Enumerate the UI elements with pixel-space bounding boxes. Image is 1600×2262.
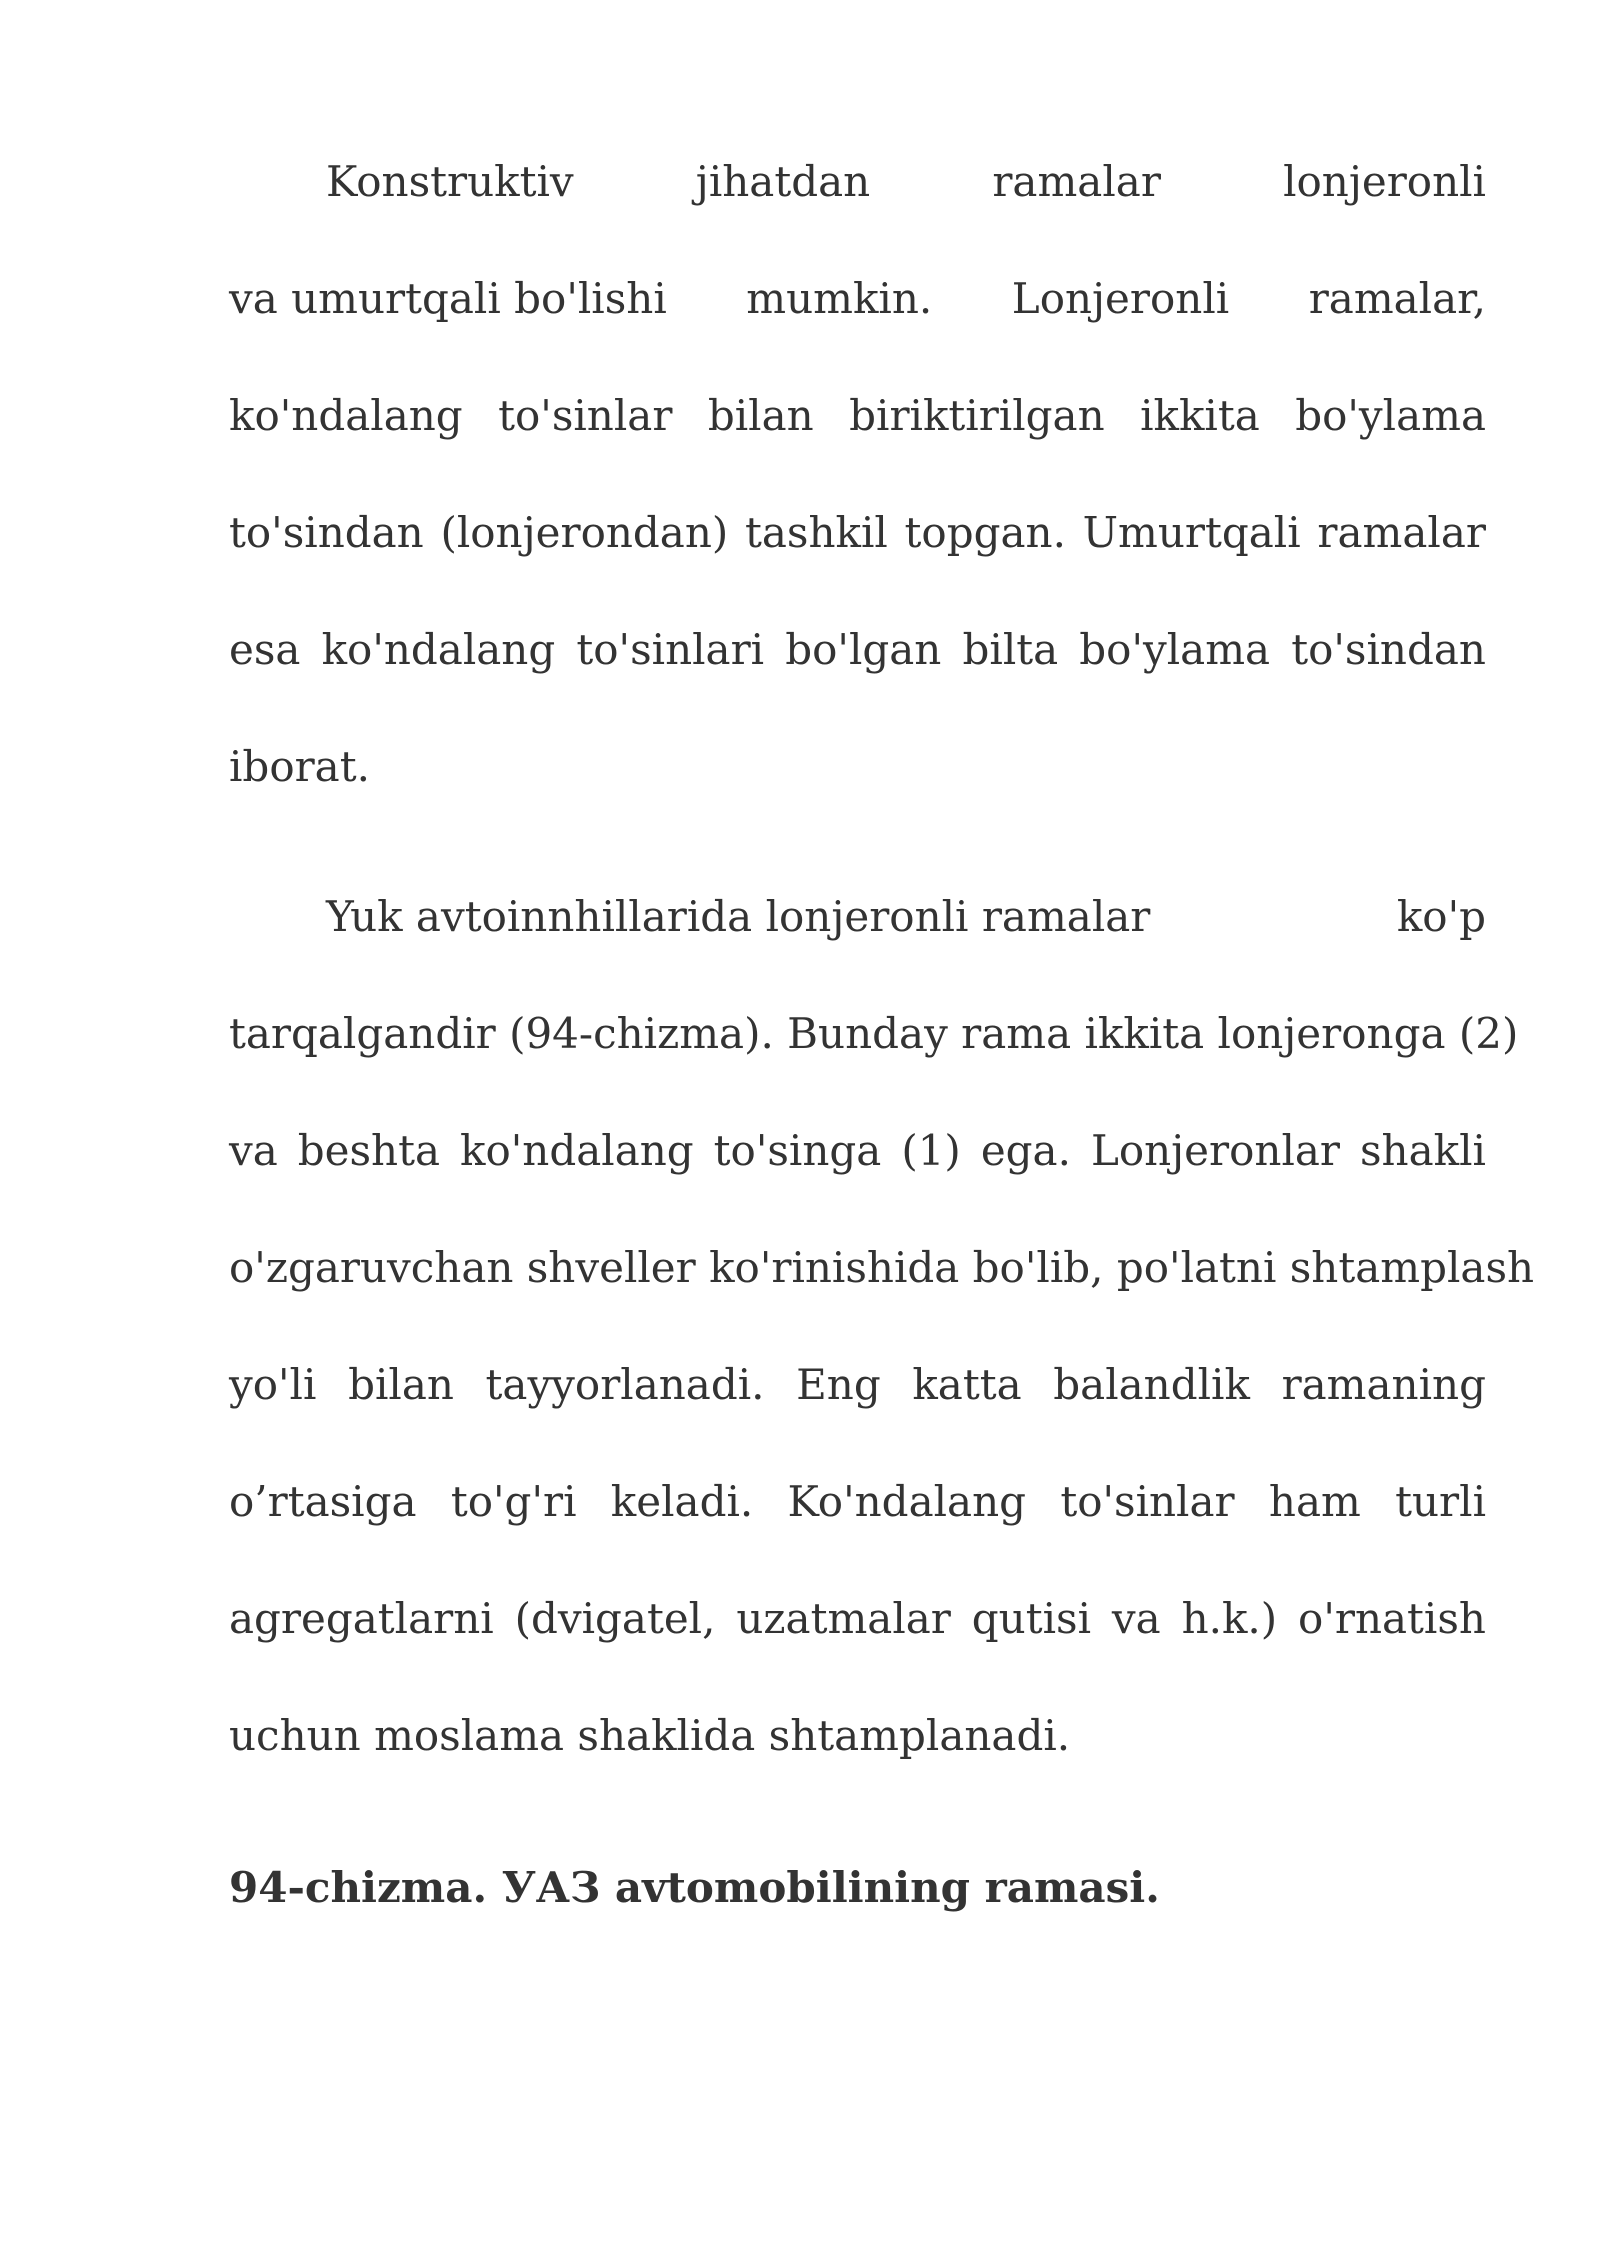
word: yo'li [229,1360,317,1409]
word: to'sinlar [498,391,673,440]
word: esa [229,625,301,674]
word: iborat. [229,742,370,791]
word: biriktirilgan [849,391,1105,440]
word: Umurtqali [1082,508,1301,557]
paragraph-line [229,269,1486,329]
word: o'rnatish [1298,1594,1486,1643]
word: Eng [796,1360,881,1409]
word: turli [1395,1477,1486,1526]
word: mumkin. [746,274,933,323]
paragraph-line [229,152,1486,212]
paragraph-line [229,1355,1486,1415]
word: Lonjeronlar [1090,1126,1341,1175]
word: uchun moslama shaklida shtamplanadi. [229,1711,1071,1760]
word: ramaning [1281,1360,1486,1409]
word: bo'lgan [785,625,942,674]
word: o’rtasiga [229,1477,417,1526]
word: ko'ndalang [229,391,463,440]
word: ko'p [1396,892,1486,941]
paragraph-line [229,737,1486,797]
word: ramalar [992,157,1161,206]
word: ham [1268,1477,1361,1526]
word: ramalar [1317,508,1486,557]
paragraph-line [229,503,1486,563]
word: qutisi [971,1594,1091,1643]
word: lonjeronli [1283,157,1486,206]
word: uzatmalar [736,1594,951,1643]
figure-caption: 94-chizma. УАЗ avtomobilining ramasi. [229,1863,1160,1912]
word: to'sinlari [576,625,765,674]
word: ko'ndalang [460,1126,694,1175]
word: to'g'ri [450,1477,577,1526]
word: beshta [297,1126,441,1175]
paragraph-line [229,1472,1486,1532]
paragraph-line [229,1004,1519,1064]
word: bilan [707,391,814,440]
word: bo'ylama [1079,625,1271,674]
paragraph-line [229,887,1486,947]
word: Yuk avtoinnhillarida lonjeronli ramalar [326,892,1151,941]
paragraph-line [229,1589,1486,1649]
word: o'zgaruvchan shveller ko'rinishida bo'lib, po'latni shtamplash [229,1243,1535,1292]
word: bilta [962,625,1059,674]
word: (lonjerondan) [440,508,729,557]
word: va [1111,1594,1161,1643]
paragraph-line [229,1121,1486,1181]
word: Konstruktiv [326,157,574,206]
word: ko'ndalang [321,625,556,674]
word: to'singa [713,1126,882,1175]
word: to'sinlar [1060,1477,1235,1526]
paragraph-line [229,1238,1535,1298]
paragraph-line [229,620,1486,680]
word: (1) [901,1126,961,1175]
word: balandlik [1053,1360,1250,1409]
word: tayyorlanadi. [485,1360,765,1409]
word: ramalar, [1308,274,1486,323]
word: va umurtqali bo'lishi [229,274,667,323]
word: katta [912,1360,1022,1409]
word: to'sindan [229,508,424,557]
word: topgan. [904,508,1066,557]
word: shakli [1360,1126,1486,1175]
word: bilan [348,1360,454,1409]
word: bo'ylama [1295,391,1486,440]
word: ikkita [1140,391,1260,440]
word: jihatdan [695,157,871,206]
paragraph-line [229,1706,1486,1766]
word: ega. [980,1126,1071,1175]
word: tashkil [744,508,888,557]
word: Ko'ndalang [787,1477,1027,1526]
word: h.k.) [1181,1594,1278,1643]
word: to'sindan [1291,625,1486,674]
word: (dvigatel, [514,1594,716,1643]
word: agregatlarni [229,1594,494,1643]
paragraph-line [229,386,1486,446]
word: keladi. [610,1477,754,1526]
word: Lonjeronli [1011,274,1230,323]
word: tarqalgandir (94-chizma). Bunday rama ikkita lonjeronga (2) [229,1009,1519,1058]
word: va [229,1126,278,1175]
